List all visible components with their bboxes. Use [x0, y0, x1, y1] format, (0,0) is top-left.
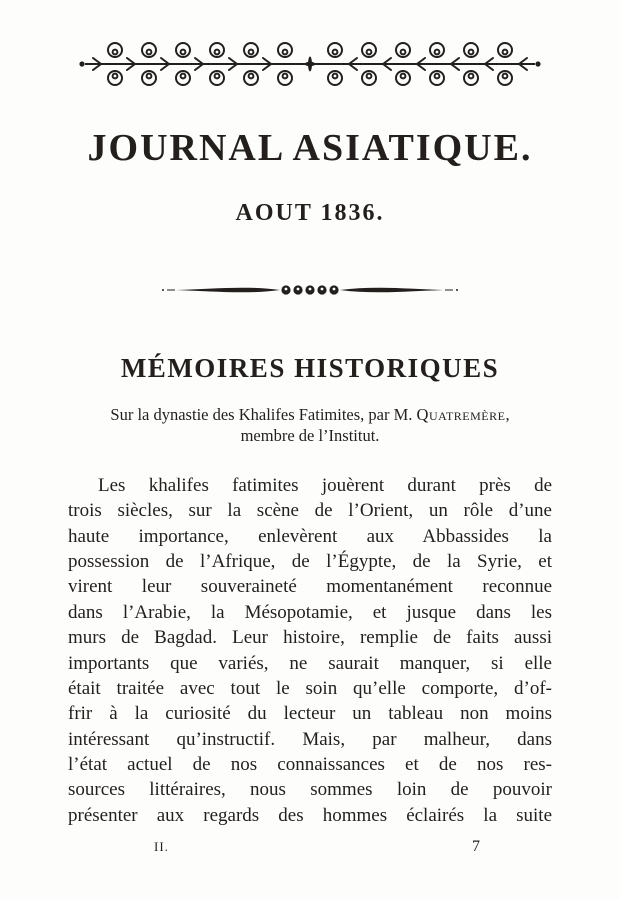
body-line: possession de l’Afrique, de l’Égypte, de la Syrie, et — [68, 550, 552, 572]
byline-line2: membre de l’Institut. — [240, 425, 380, 445]
body-paragraph — [68, 473, 552, 828]
page-footer — [68, 838, 552, 856]
body-line: présenter aux regards des hommes éclairés la suite — [68, 804, 552, 826]
byline-author: Quatremère — [416, 404, 506, 424]
beaded-rule-divider-icon — [160, 281, 460, 299]
divider-beads — [281, 285, 338, 294]
body-line: était traitée avec tout le soin qu’elle comporte, d’of- — [68, 677, 552, 699]
section-heading: MÉMOIRES HISTORIQUES — [120, 352, 500, 383]
issue-date: AOUT 1836. — [235, 199, 385, 226]
body-line: intéressant qu’instructif. Mais, par malheur, dans — [68, 728, 552, 750]
byline-suffix: , — [505, 404, 510, 424]
body-line: haute importance, enlevèrent aux Abbassides la — [68, 525, 552, 547]
body-line: trois siècles, sur la scène de l’Orient, un rôle d’une — [68, 500, 552, 522]
body-line: Les khalifes fatimites jouèrent durant près de — [98, 474, 552, 496]
body-line: virent leur souveraineté momentanément reconnue — [68, 576, 552, 598]
body-line: importants que variés, ne saurait manquer, si elle — [68, 652, 552, 674]
byline-line1 — [0, 404, 620, 425]
scroll-fleuron-border-icon — [74, 40, 546, 88]
body-line: l’état actuel de nos connaissances et de nos res- — [68, 754, 552, 776]
center-bud-ornament — [305, 57, 316, 72]
byline — [0, 404, 620, 446]
page-number: 7 — [472, 838, 480, 856]
journal-title: JOURNAL ASIATIQUE. — [87, 127, 533, 169]
volume-number: II. — [154, 839, 169, 855]
body-line: murs de Bagdad. Leur histoire, remplie de faits aussi — [68, 627, 552, 649]
byline-prefix: Sur la dynastie des Khalifes Fatimites, par M. — [110, 404, 417, 424]
body-line: sources littéraires, nous sommes loin de pouvoir — [68, 779, 552, 801]
body-line: frir à la curiosité du lecteur un tableau non moins — [68, 703, 552, 725]
body-line: dans l’Arabie, la Mésopotamie, et jusque dans les — [68, 601, 552, 623]
